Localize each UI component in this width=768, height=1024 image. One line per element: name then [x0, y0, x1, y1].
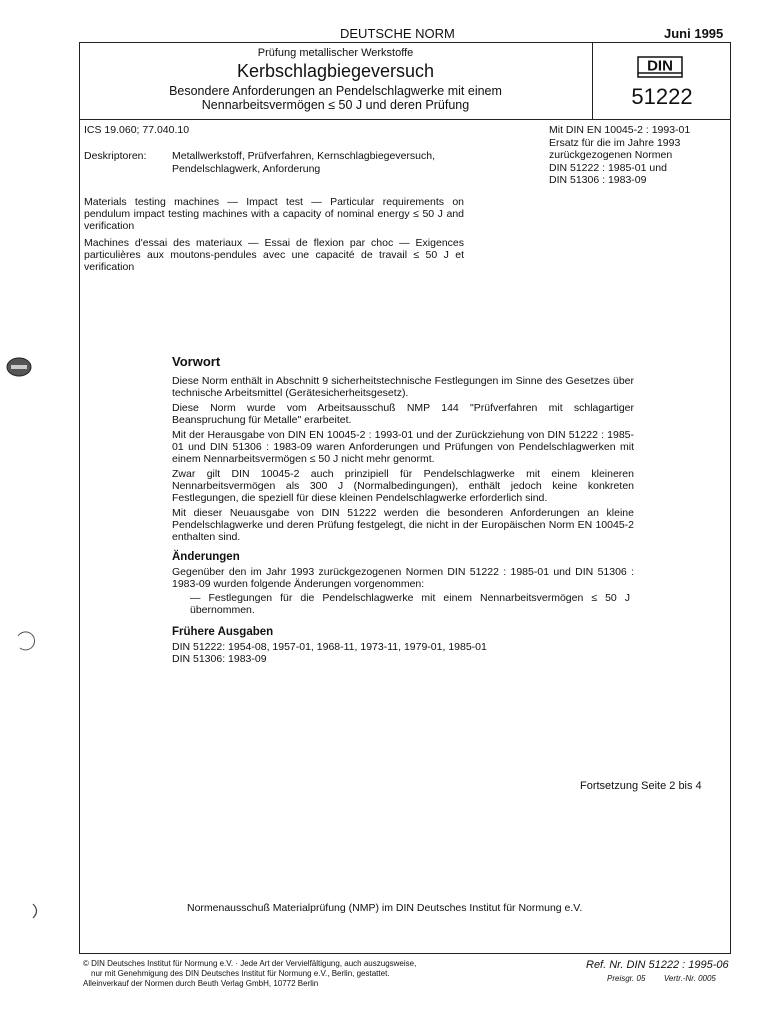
replacement-line: DIN 51222 : 1985-01 und — [549, 161, 667, 174]
vorwort-paragraph: Diese Norm wurde vom Arbeitsausschuß NMP 144 "Prüfverfahren mit schlagartiger Beanspruchung für Metalle" erarbeitet. — [172, 402, 634, 426]
din-logo-text: DIN — [647, 57, 673, 75]
vorwort-paragraph: Mit dieser Neuausgabe von DIN 51222 werden die besonderen Anforderungen an kleine Pendelschlagwerke und deren Prüfung festgelegt, die nicht in der Europäischen Norm EN 10045-2 enthalten sind. — [172, 507, 634, 543]
subtitle-line-1: Besondere Anforderungen an Pendelschlagwerke mit einem — [169, 84, 502, 98]
aenderungen-paragraph: Gegenüber den im Jahr 1993 zurückgezogenen Normen DIN 51222 : 1985-01 und DIN 51306 : 1983-09 wurden folgende Änderungen vorgenommen: — [172, 566, 634, 590]
ics-code: ICS 19.060; 77.040.10 — [84, 124, 190, 136]
replacement-line: DIN 51306 : 1983-09 — [549, 174, 647, 186]
price-group: Preisgr. 05 — [607, 974, 646, 983]
copyright-line-1: © DIN Deutsches Institut für Normung e.V. · Jede Art der Vervielfältigung, auch auszugsweise, — [83, 959, 417, 968]
descriptors-text — [172, 150, 472, 175]
scan-mark-icon — [30, 902, 44, 920]
copyright-line-2: nur mit Genehmigung des DIN Deutsches Institut für Normung e.V., Berlin, gestattet. — [91, 969, 390, 978]
descriptors-line-2: Pendelschlagwerk, Anforderung — [172, 162, 321, 175]
replacement-line: zurückgezogenen Normen — [549, 149, 673, 161]
fruehere-heading: Frühere Ausgaben — [172, 626, 274, 638]
binder-hole-mark-icon — [4, 356, 34, 378]
page-title: Kerbschlagbiegeversuch — [236, 61, 435, 81]
title-category: Prüfung metallischer Werkstoffe — [257, 47, 414, 59]
din-number: 51222 — [631, 84, 693, 109]
header-norm-label: DEUTSCHE NORM — [340, 26, 455, 41]
aenderungen-item: — Festlegungen für die Pendelschlagwerke mit einem Nennarbeitsvermögen ≤ 50 J übernommen. — [190, 592, 630, 616]
vorwort-heading: Vorwort — [172, 354, 221, 369]
descriptors-line-1: Metallwerkstoff, Prüfverfahren, Kernschlagbiegeversuch, — [172, 150, 436, 162]
replacement-line: Mit DIN EN 10045-2 : 1993-01 — [549, 124, 691, 136]
subtitle-line-2: Nennarbeitsvermögen ≤ 50 J und deren Prüfung — [201, 98, 470, 112]
continuation-note: Fortsetzung Seite 2 bis 4 — [580, 780, 702, 792]
replacement-note — [549, 124, 729, 187]
footer-copyright — [83, 959, 503, 989]
fruehere-line: DIN 51222: 1954-08, 1957-01, 1968-11, 1973-11, 1979-01, 1985-01 — [172, 641, 487, 653]
replacement-line: Ersatz für die im Jahre 1993 — [549, 136, 681, 149]
aenderungen-heading: Änderungen — [172, 551, 240, 563]
fruehere-line: DIN 51306: 1983-09 — [172, 653, 267, 665]
english-title: Materials testing machines — Impact test — Particular requirements on pendulum impact testing machines with a capacity of nominal energy ≤ 50 J and verification — [84, 196, 464, 232]
descriptors-label: Deskriptoren: — [84, 150, 147, 162]
vorwort-paragraph: Zwar gilt DIN 10045-2 auch prinzipiell für Pendelschlagwerke mit einem kleineren Nennarbeitsvermögen als 300 J (Normalbedingungen), enthält jedoch keine konkreten Festlegungen, die speziell für diese kleinen Pendelschlagwerke erforderlich sind. — [172, 468, 634, 504]
vertr-number: Vertr.-Nr. 0005 — [663, 974, 716, 983]
vorwort-section — [172, 354, 634, 665]
header-date: Juni 1995 — [664, 26, 724, 41]
footer-divider — [79, 953, 731, 954]
din-logo-icon — [637, 56, 683, 78]
vorwort-paragraph: Mit der Herausgabe von DIN EN 10045-2 : 1993-01 und der Zurückziehung von DIN 51222 : 1985-01 und DIN 51306 : 1983-09 waren Anforderungen und Prüfungen von Pendelschlagwerken mit einem Nennarbeitsvermögen ≤ 50 J nicht mehr genormt. — [172, 429, 634, 465]
vorwort-paragraph: Diese Norm enthält in Abschnitt 9 sicherheitstechnische Festlegungen im Sinne des Gesetzes über technische Arbeitsmittel (Gerätesicherheitsgesetz). — [172, 375, 634, 399]
title-subtitle — [79, 84, 592, 112]
committee-line: Normenausschuß Materialprüfung (NMP) im DIN Deutsches Institut für Normung e.V. — [187, 902, 583, 914]
title-divider — [592, 42, 593, 120]
french-title: Machines d'essai des materiaux — Essai de flexion par choc — Exigences particulières aux moutons-pendules avec une capacité de travail ≤ 50 J et verification — [84, 237, 464, 273]
price-info — [607, 974, 716, 983]
binder-hole-ring-icon — [14, 630, 38, 652]
reference-number: Ref. Nr. DIN 51222 : 1995-06 — [586, 959, 729, 971]
sales-line: Alleinverkauf der Normen durch Beuth Verlag GmbH, 10772 Berlin — [83, 979, 319, 988]
